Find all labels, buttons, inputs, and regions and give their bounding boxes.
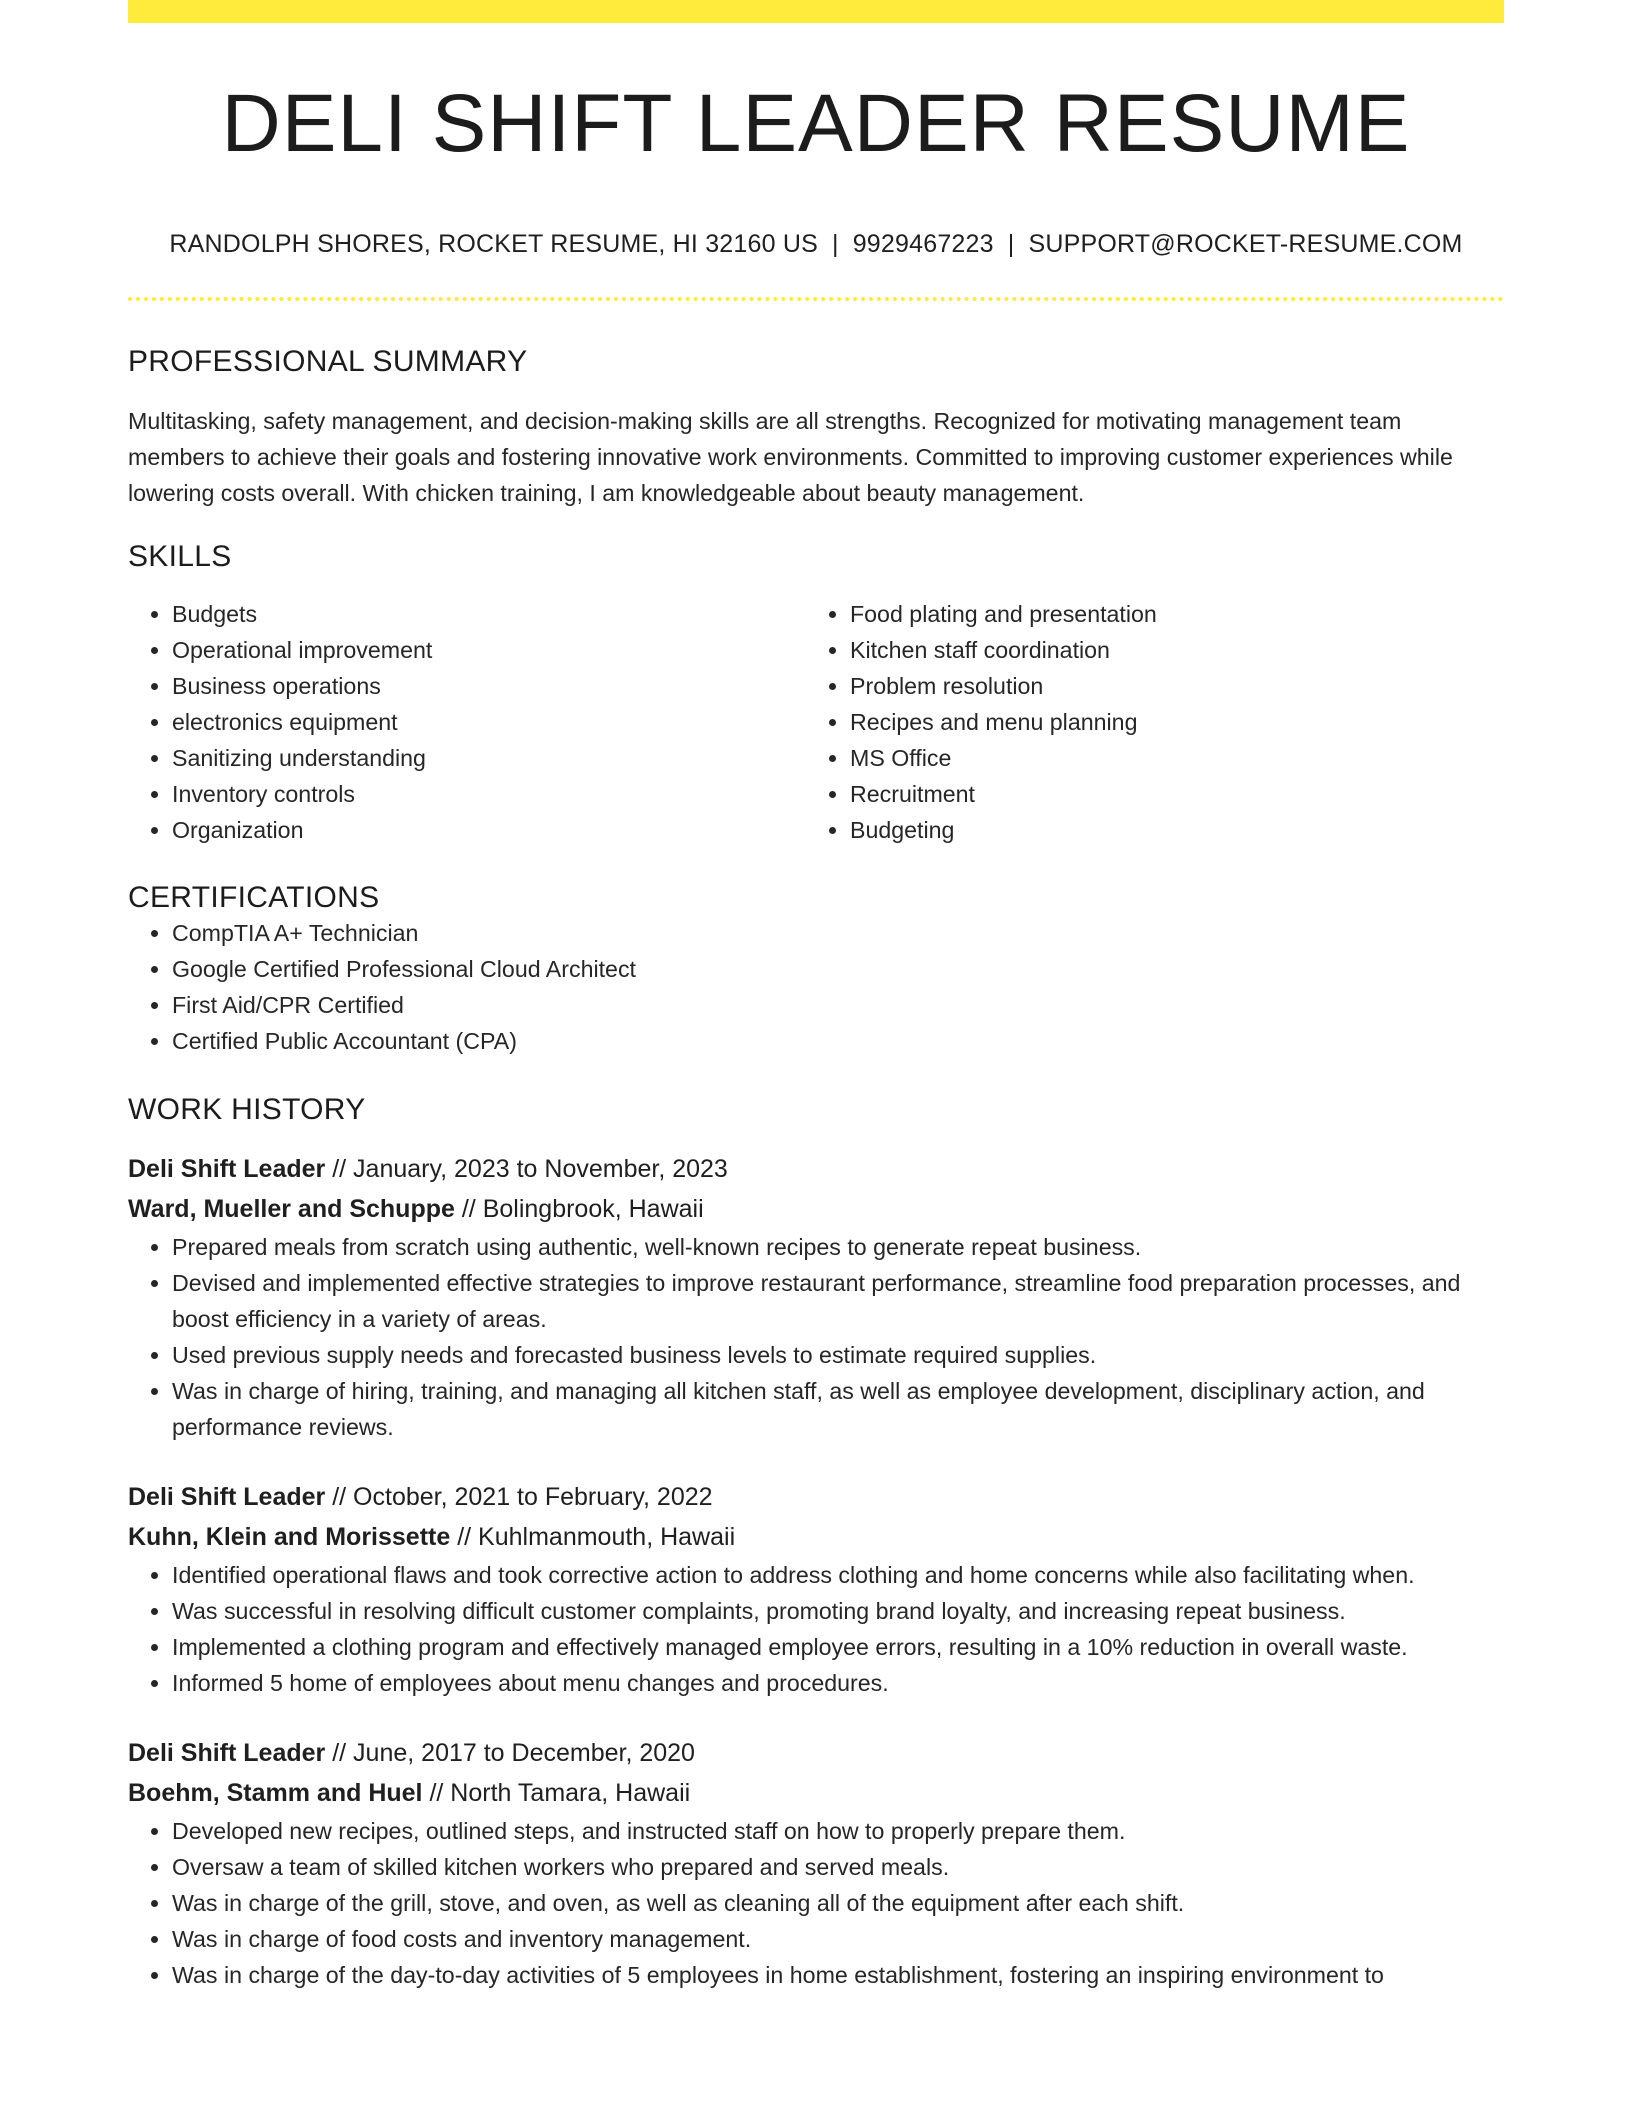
job-role: Deli Shift Leader bbox=[128, 1155, 326, 1183]
dotted-divider bbox=[128, 297, 1504, 301]
job-duty: • Was in charge of the grill, stove, and oven, as well as cleaning all of the equipment after each shift. bbox=[172, 1885, 1504, 1921]
work-history-heading: WORK HISTORY bbox=[128, 1093, 366, 1126]
resume-title: DELI SHIFT LEADER RESUME bbox=[221, 78, 1411, 169]
job-company: Boehm, Stamm and Huel bbox=[128, 1779, 423, 1807]
job-entry bbox=[128, 1477, 1504, 1701]
job-duties bbox=[128, 1813, 1504, 1993]
job-dates: // January, 2023 to November, 2023 bbox=[332, 1155, 728, 1183]
certification-item: • CompTIA A+ Technician bbox=[172, 915, 1504, 951]
job-location: // Kuhlmanmouth, Hawaii bbox=[457, 1523, 736, 1551]
job-duty: • Was in charge of hiring, training, and managing all kitchen staff, as well as employee development, disciplinary action, and performance reviews. bbox=[172, 1373, 1504, 1445]
job-duty: • Implemented a clothing program and effectively managed employee errors, resulting in a 10% reduction in overall waste. bbox=[172, 1629, 1504, 1665]
skill-item: • Food plating and presentation bbox=[850, 596, 1484, 632]
job-company-line bbox=[128, 1189, 1504, 1229]
job-duty: • Oversaw a team of skilled kitchen workers who prepared and served meals. bbox=[172, 1849, 1504, 1885]
skill-item: • MS Office bbox=[850, 740, 1484, 776]
summary-heading: PROFESSIONAL SUMMARY bbox=[128, 345, 528, 378]
job-duty: • Identified operational flaws and took corrective action to address clothing and home concerns while also facilitating when. bbox=[172, 1557, 1504, 1593]
job-duty: • Used previous supply needs and forecasted business levels to estimate required supplies. bbox=[172, 1337, 1504, 1373]
job-role: Deli Shift Leader bbox=[128, 1483, 326, 1511]
contact-line bbox=[128, 230, 1504, 259]
summary-text: Multitasking, safety management, and decision-making skills are all strengths. Recognized for motivating management team members to achieve their goals and fostering innovative work environments. Committed to improving customer experiences while lowering costs overall. With chicken training, I am knowledgeable about beauty management. bbox=[128, 408, 1453, 506]
contact-phone: 9929467223 bbox=[852, 230, 994, 258]
job-company-line bbox=[128, 1773, 1504, 1813]
job-location: // North Tamara, Hawaii bbox=[429, 1779, 691, 1807]
skill-item: • Problem resolution bbox=[850, 668, 1484, 704]
skill-item: • Business operations bbox=[172, 668, 806, 704]
skill-item: • Operational improvement bbox=[172, 632, 806, 668]
skill-item: • Recruitment bbox=[850, 776, 1484, 812]
skills-column-left bbox=[128, 596, 806, 848]
contact-address: RANDOLPH SHORES, ROCKET RESUME, HI 32160 US bbox=[169, 230, 818, 258]
job-dates: // October, 2021 to February, 2022 bbox=[332, 1483, 713, 1511]
skills-heading: SKILLS bbox=[128, 540, 232, 573]
job-role-line bbox=[128, 1149, 1504, 1189]
certifications-heading: CERTIFICATIONS bbox=[128, 881, 380, 914]
skills-list bbox=[128, 596, 1504, 848]
job-role-line bbox=[128, 1477, 1504, 1517]
job-dates: // June, 2017 to December, 2020 bbox=[332, 1739, 695, 1767]
contact-email: SUPPORT@ROCKET-RESUME.COM bbox=[1028, 230, 1463, 258]
contact-separator: | bbox=[832, 230, 839, 258]
job-role: Deli Shift Leader bbox=[128, 1739, 326, 1767]
job-role-line bbox=[128, 1733, 1504, 1773]
job-location: // Bolingbrook, Hawaii bbox=[461, 1195, 704, 1223]
job-duty: • Devised and implemented effective strategies to improve restaurant performance, streamline food preparation processes, and boost efficiency in a variety of areas. bbox=[172, 1265, 1504, 1337]
job-company: Kuhn, Klein and Morissette bbox=[128, 1523, 451, 1551]
job-duties bbox=[128, 1229, 1504, 1445]
job-company: Ward, Mueller and Schuppe bbox=[128, 1195, 455, 1223]
job-duty: • Was successful in resolving difficult customer complaints, promoting brand loyalty, and increasing repeat business. bbox=[172, 1593, 1504, 1629]
job-entry bbox=[128, 1149, 1504, 1445]
skill-item: • Budgeting bbox=[850, 812, 1484, 848]
certification-item: • Certified Public Accountant (CPA) bbox=[172, 1023, 1504, 1059]
job-entry bbox=[128, 1733, 1504, 1993]
job-duties bbox=[128, 1557, 1504, 1701]
skills-column-right bbox=[806, 596, 1484, 848]
skill-item: • Kitchen staff coordination bbox=[850, 632, 1484, 668]
certification-item: • Google Certified Professional Cloud Architect bbox=[172, 951, 1504, 987]
skill-item: • Inventory controls bbox=[172, 776, 806, 812]
skill-item: • Recipes and menu planning bbox=[850, 704, 1484, 740]
job-company-line bbox=[128, 1517, 1504, 1557]
certifications-list bbox=[128, 915, 1504, 1059]
skill-item: • Organization bbox=[172, 812, 806, 848]
skill-item: • electronics equipment bbox=[172, 704, 806, 740]
certification-item: • First Aid/CPR Certified bbox=[172, 987, 1504, 1023]
skill-item: • Sanitizing understanding bbox=[172, 740, 806, 776]
resume-page bbox=[128, 0, 1504, 1993]
job-duty: • Was in charge of the day-to-day activities of 5 employees in home establishment, fostering an inspiring environment to bbox=[172, 1957, 1504, 1993]
top-accent-bar bbox=[128, 0, 1504, 23]
skill-item: • Budgets bbox=[172, 596, 806, 632]
job-duty: • Informed 5 home of employees about menu changes and procedures. bbox=[172, 1665, 1504, 1701]
job-duty: • Prepared meals from scratch using authentic, well-known recipes to generate repeat business. bbox=[172, 1229, 1504, 1265]
job-duty: • Was in charge of food costs and inventory management. bbox=[172, 1921, 1504, 1957]
contact-separator: | bbox=[1007, 230, 1015, 258]
job-duty: • Developed new recipes, outlined steps, and instructed staff on how to properly prepare them. bbox=[172, 1813, 1504, 1849]
